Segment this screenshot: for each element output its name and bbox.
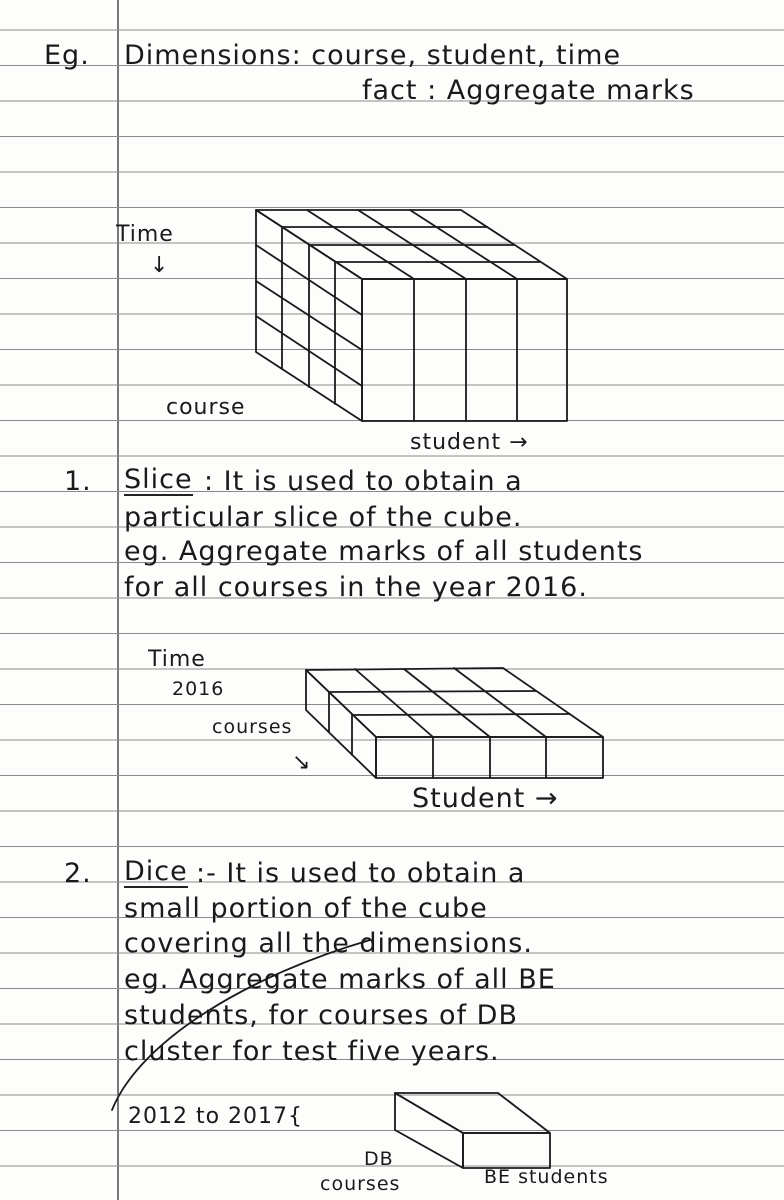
slice-line-3: eg. Aggregate marks of all students [124, 536, 644, 567]
slice-term: Slice [124, 464, 193, 495]
cube-course-label: course [166, 395, 246, 420]
cube-student-label: student → [410, 430, 529, 455]
dice-number: 2. [64, 858, 92, 889]
slice-top-face [306, 668, 603, 737]
dice-line-2: small portion of the cube [124, 893, 488, 924]
dice-curve-arrow [112, 940, 370, 1110]
dimensions-line: Dimensions: course, student, time [124, 40, 622, 71]
cube-front-face [362, 279, 567, 421]
slice-year-label: 2016 [172, 678, 225, 700]
slice-number: 1. [64, 466, 92, 497]
dice-side-face [395, 1093, 463, 1168]
dice-term: Dice [124, 856, 188, 887]
slice-student-label: Student → [412, 783, 559, 814]
dice-top-face [395, 1093, 550, 1133]
cube-time-label: Time [116, 222, 174, 247]
cube-time-arrow: ↓ [150, 253, 170, 278]
dice-courses-label: courses [320, 1173, 401, 1195]
dice-box-drawing [395, 1093, 550, 1168]
dice-db-label: DB [364, 1148, 394, 1170]
dice-line-1: :- It is used to obtain a [196, 858, 526, 889]
slice-line-4: for all courses in the year 2016. [124, 572, 588, 603]
dice-front-face [463, 1133, 550, 1168]
dice-year-range: 2012 to 2017{ [128, 1104, 304, 1129]
dice-line-3: covering all the dimensions. [124, 928, 533, 959]
data-cube-drawing [256, 210, 567, 421]
slice-line-2: particular slice of the cube. [124, 502, 523, 533]
slice-courses-arrow: ↘ [292, 750, 312, 775]
slice-line-1: : It is used to obtain a [204, 466, 523, 497]
fact-line: fact : Aggregate marks [362, 75, 695, 106]
slice-time-label: Time [148, 647, 206, 672]
slice-courses-label: courses [212, 716, 293, 738]
slice-side-face [306, 670, 376, 778]
dice-line-5: students, for courses of DB [124, 1000, 518, 1031]
slice-slab-drawing [306, 668, 603, 778]
dice-line-4: eg. Aggregate marks of all BE [124, 964, 556, 995]
dice-line-6: cluster for test five years. [124, 1036, 500, 1067]
eg-label: Eg. [44, 40, 90, 71]
dice-be-students-label: BE students [484, 1166, 609, 1188]
